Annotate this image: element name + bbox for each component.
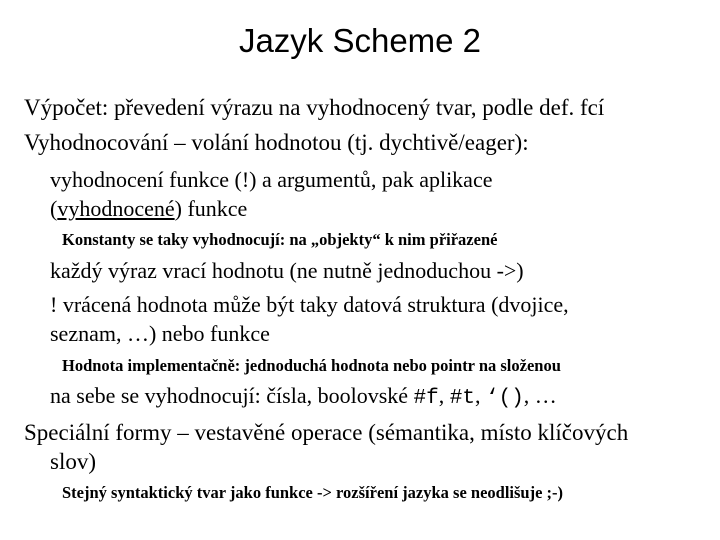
bullet-vyhodnocovani: Vyhodnocování – volání hodnotou (tj. dychtivě/eager): [24,130,529,155]
bullet-specialni-formy: Speciální formy – vestavěné operace (sémantika, místo klíčových [24,420,629,445]
code-empty-list: ‘() [485,387,524,410]
code-false: #f [413,387,439,410]
bullet-specialni-formy-cont: slov) [50,449,96,474]
sub-bullet-kazdy-vyraz: každý výraz vrací hodnotu (ne nutně jednoduchou ->) [50,258,524,283]
sub-bullet-vracena-hodnota-cont: seznam, …) nebo funkce [50,321,270,346]
code-true: #t [449,387,475,410]
note-stejny-tvar: Stejný syntaktický tvar jako funkce -> rozšíření jazyka se neodlišuje ;-) [62,483,564,502]
sub-bullet-vyhodnoceni: vyhodnocení funkce (!) a argumentů, pak aplikace [50,167,493,192]
sub-bullet-vracena-hodnota: ! vrácená hodnota může být taky datová struktura (dvojice, [50,292,569,317]
bullet-vypocet: Výpočet: převedení výrazu na vyhodnocený tvar, podle def. fcí [24,95,605,120]
note-hodnota-implementacne: Hodnota implementačně: jednoduchá hodnota nebo pointr na složenou [62,356,561,375]
sub-bullet-na-sebe: na sebe se vyhodnocují: čísla, boolovské #f, #t, ‘(), … [50,383,557,410]
slide-title: Jazyk Scheme 2 [238,22,482,59]
note-konstanty: Konstanty se taky vyhodnocují: na „objekty“ k nim přiřazené [62,230,498,249]
underlined-word: vyhodnocené [57,196,175,221]
sub-bullet-vyhodnoceni-cont: (vyhodnocené) funkce [50,196,248,221]
